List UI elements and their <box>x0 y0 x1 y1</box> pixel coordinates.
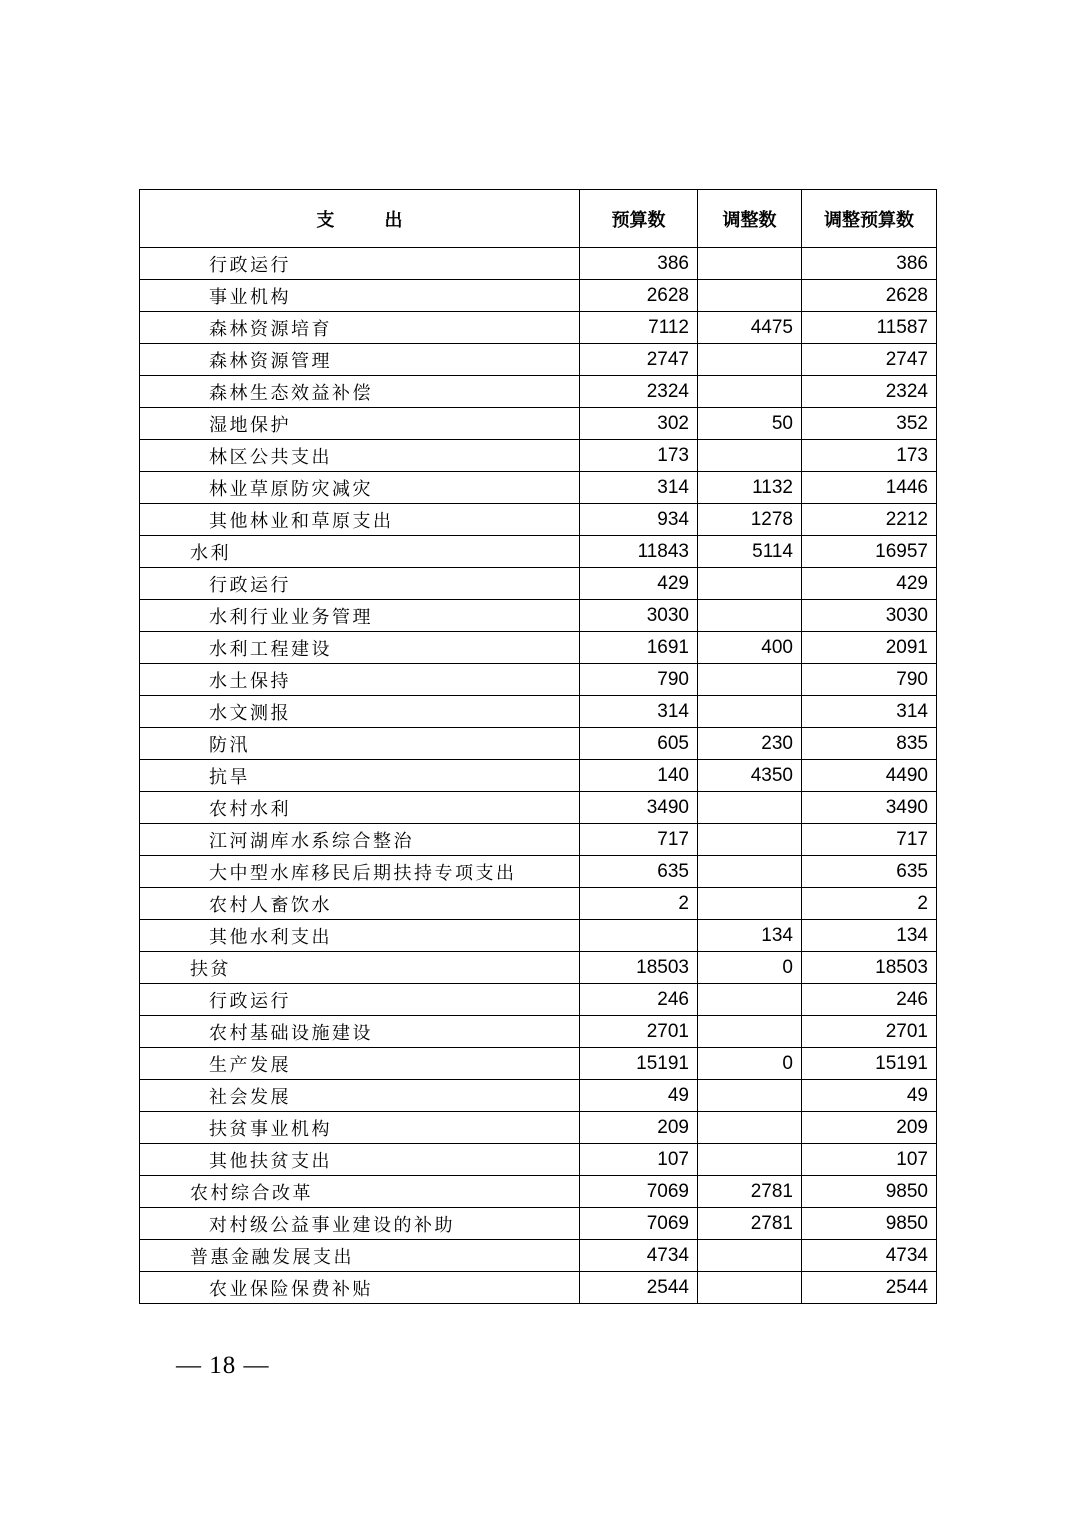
table-row <box>140 1208 937 1240</box>
row-budget-value: 2 <box>580 888 698 920</box>
row-adjustment-value: 0 <box>698 952 802 984</box>
row-adjusted-budget-value: 209 <box>802 1112 937 1144</box>
row-adjustment-value: 2781 <box>698 1208 802 1240</box>
row-budget-value: 3490 <box>580 792 698 824</box>
row-adjusted-budget-value: 16957 <box>802 536 937 568</box>
row-adjustment-value: 50 <box>698 408 802 440</box>
row-adjusted-budget-value: 107 <box>802 1144 937 1176</box>
row-budget-value: 2324 <box>580 376 698 408</box>
table-header <box>140 190 937 248</box>
row-expenditure-name: 行政运行 <box>140 984 580 1016</box>
row-budget-value: 246 <box>580 984 698 1016</box>
row-budget-value: 173 <box>580 440 698 472</box>
table-row <box>140 792 937 824</box>
row-adjusted-budget-value: 9850 <box>802 1176 937 1208</box>
table-row <box>140 280 937 312</box>
row-adjusted-budget-value: 635 <box>802 856 937 888</box>
row-expenditure-name: 对村级公益事业建设的补助 <box>140 1208 580 1240</box>
row-expenditure-name: 防汛 <box>140 728 580 760</box>
table-row <box>140 888 937 920</box>
table-row <box>140 472 937 504</box>
row-expenditure-name: 农业保险保费补贴 <box>140 1272 580 1304</box>
row-budget-value: 302 <box>580 408 698 440</box>
row-expenditure-name: 扶贫 <box>140 952 580 984</box>
row-budget-value: 7069 <box>580 1208 698 1240</box>
row-expenditure-name: 事业机构 <box>140 280 580 312</box>
row-adjustment-value <box>698 600 802 632</box>
table-row <box>140 1240 937 1272</box>
row-budget-value: 209 <box>580 1112 698 1144</box>
row-expenditure-name: 生产发展 <box>140 1048 580 1080</box>
row-expenditure-name: 江河湖库水系综合整治 <box>140 824 580 856</box>
row-adjusted-budget-value: 4490 <box>802 760 937 792</box>
row-expenditure-name: 农村基础设施建设 <box>140 1016 580 1048</box>
row-adjusted-budget-value: 3490 <box>802 792 937 824</box>
row-budget-value: 605 <box>580 728 698 760</box>
row-budget-value: 3030 <box>580 600 698 632</box>
row-adjusted-budget-value: 2628 <box>802 280 937 312</box>
row-adjusted-budget-value: 429 <box>802 568 937 600</box>
row-adjustment-value: 4350 <box>698 760 802 792</box>
row-adjusted-budget-value: 2747 <box>802 344 937 376</box>
table-row <box>140 1144 937 1176</box>
table-row <box>140 856 937 888</box>
table-row <box>140 952 937 984</box>
row-adjustment-value <box>698 664 802 696</box>
row-budget-value: 2628 <box>580 280 698 312</box>
row-budget-value: 386 <box>580 248 698 280</box>
table-row <box>140 1272 937 1304</box>
row-adjustment-value: 5114 <box>698 536 802 568</box>
row-adjustment-value <box>698 248 802 280</box>
row-expenditure-name: 抗旱 <box>140 760 580 792</box>
row-expenditure-name: 水利 <box>140 536 580 568</box>
row-expenditure-name: 行政运行 <box>140 248 580 280</box>
row-expenditure-name: 水文测报 <box>140 696 580 728</box>
row-adjustment-value <box>698 1112 802 1144</box>
row-adjustment-value <box>698 1272 802 1304</box>
row-adjusted-budget-value: 717 <box>802 824 937 856</box>
row-adjustment-value <box>698 1144 802 1176</box>
row-expenditure-name: 森林资源培育 <box>140 312 580 344</box>
row-expenditure-name: 林区公共支出 <box>140 440 580 472</box>
table-row <box>140 408 937 440</box>
row-adjusted-budget-value: 246 <box>802 984 937 1016</box>
row-adjustment-value <box>698 440 802 472</box>
row-adjusted-budget-value: 1446 <box>802 472 937 504</box>
row-expenditure-name: 农村人畜饮水 <box>140 888 580 920</box>
row-budget-value: 2747 <box>580 344 698 376</box>
row-adjusted-budget-value: 49 <box>802 1080 937 1112</box>
row-adjusted-budget-value: 2091 <box>802 632 937 664</box>
row-adjusted-budget-value: 4734 <box>802 1240 937 1272</box>
row-adjusted-budget-value: 352 <box>802 408 937 440</box>
table-row <box>140 312 937 344</box>
row-adjusted-budget-value: 2544 <box>802 1272 937 1304</box>
table-row <box>140 248 937 280</box>
row-budget-value <box>580 920 698 952</box>
header-budget: 预算数 <box>580 190 698 248</box>
table-row <box>140 440 937 472</box>
row-adjustment-value <box>698 280 802 312</box>
row-adjustment-value <box>698 568 802 600</box>
row-adjustment-value <box>698 792 802 824</box>
row-budget-value: 4734 <box>580 1240 698 1272</box>
table-row <box>140 728 937 760</box>
header-expenditure: 支 出 <box>140 190 580 248</box>
row-budget-value: 934 <box>580 504 698 536</box>
row-adjustment-value <box>698 856 802 888</box>
row-budget-value: 7112 <box>580 312 698 344</box>
row-expenditure-name: 大中型水库移民后期扶持专项支出 <box>140 856 580 888</box>
row-expenditure-name: 其他林业和草原支出 <box>140 504 580 536</box>
row-adjusted-budget-value: 835 <box>802 728 937 760</box>
row-expenditure-name: 扶贫事业机构 <box>140 1112 580 1144</box>
budget-table <box>139 189 937 1304</box>
row-budget-value: 140 <box>580 760 698 792</box>
row-budget-value: 2544 <box>580 1272 698 1304</box>
row-adjusted-budget-value: 790 <box>802 664 937 696</box>
row-adjusted-budget-value: 2701 <box>802 1016 937 1048</box>
row-expenditure-name: 农村水利 <box>140 792 580 824</box>
table-row <box>140 760 937 792</box>
row-expenditure-name: 森林生态效益补偿 <box>140 376 580 408</box>
row-adjustment-value <box>698 376 802 408</box>
row-expenditure-name: 社会发展 <box>140 1080 580 1112</box>
row-expenditure-name: 水利行业业务管理 <box>140 600 580 632</box>
table-row <box>140 1176 937 1208</box>
row-adjustment-value: 1132 <box>698 472 802 504</box>
row-expenditure-name: 农村综合改革 <box>140 1176 580 1208</box>
row-adjustment-value: 2781 <box>698 1176 802 1208</box>
row-expenditure-name: 普惠金融发展支出 <box>140 1240 580 1272</box>
row-expenditure-name: 行政运行 <box>140 568 580 600</box>
row-adjusted-budget-value: 386 <box>802 248 937 280</box>
row-adjusted-budget-value: 15191 <box>802 1048 937 1080</box>
row-adjustment-value <box>698 1016 802 1048</box>
row-adjusted-budget-value: 2324 <box>802 376 937 408</box>
row-budget-value: 790 <box>580 664 698 696</box>
row-budget-value: 2701 <box>580 1016 698 1048</box>
row-adjustment-value: 4475 <box>698 312 802 344</box>
row-expenditure-name: 水利工程建设 <box>140 632 580 664</box>
row-budget-value: 314 <box>580 472 698 504</box>
table-row <box>140 1112 937 1144</box>
row-adjusted-budget-value: 314 <box>802 696 937 728</box>
header-row <box>140 190 937 248</box>
row-budget-value: 18503 <box>580 952 698 984</box>
row-adjustment-value: 400 <box>698 632 802 664</box>
row-expenditure-name: 其他水利支出 <box>140 920 580 952</box>
table-row <box>140 1016 937 1048</box>
table-body <box>140 248 937 1304</box>
row-budget-value: 107 <box>580 1144 698 1176</box>
table-row <box>140 824 937 856</box>
page-number: — 18 — <box>176 1352 270 1379</box>
table-row <box>140 632 937 664</box>
row-adjustment-value <box>698 824 802 856</box>
row-adjusted-budget-value: 9850 <box>802 1208 937 1240</box>
row-adjustment-value <box>698 696 802 728</box>
header-adjusted-budget: 调整预算数 <box>802 190 937 248</box>
table-row <box>140 920 937 952</box>
row-adjusted-budget-value: 18503 <box>802 952 937 984</box>
row-adjustment-value <box>698 888 802 920</box>
table-row <box>140 568 937 600</box>
row-adjusted-budget-value: 173 <box>802 440 937 472</box>
row-adjustment-value <box>698 1080 802 1112</box>
row-adjusted-budget-value: 2 <box>802 888 937 920</box>
row-adjustment-value: 0 <box>698 1048 802 1080</box>
row-budget-value: 49 <box>580 1080 698 1112</box>
row-expenditure-name: 林业草原防灾减灾 <box>140 472 580 504</box>
row-adjustment-value <box>698 984 802 1016</box>
row-budget-value: 1691 <box>580 632 698 664</box>
row-budget-value: 717 <box>580 824 698 856</box>
row-budget-value: 635 <box>580 856 698 888</box>
table-row <box>140 600 937 632</box>
table-row <box>140 696 937 728</box>
row-adjustment-value: 134 <box>698 920 802 952</box>
row-expenditure-name: 森林资源管理 <box>140 344 580 376</box>
table-row <box>140 1080 937 1112</box>
row-budget-value: 7069 <box>580 1176 698 1208</box>
row-budget-value: 314 <box>580 696 698 728</box>
row-adjusted-budget-value: 3030 <box>802 600 937 632</box>
table-row <box>140 536 937 568</box>
row-adjustment-value <box>698 1240 802 1272</box>
table-row <box>140 664 937 696</box>
row-adjustment-value: 230 <box>698 728 802 760</box>
row-adjusted-budget-value: 134 <box>802 920 937 952</box>
row-budget-value: 11843 <box>580 536 698 568</box>
table-row <box>140 1048 937 1080</box>
row-adjusted-budget-value: 2212 <box>802 504 937 536</box>
row-expenditure-name: 水土保持 <box>140 664 580 696</box>
row-adjustment-value <box>698 344 802 376</box>
row-budget-value: 15191 <box>580 1048 698 1080</box>
table-row <box>140 344 937 376</box>
row-expenditure-name: 湿地保护 <box>140 408 580 440</box>
table-row <box>140 504 937 536</box>
row-expenditure-name: 其他扶贫支出 <box>140 1144 580 1176</box>
table-row <box>140 376 937 408</box>
row-adjustment-value: 1278 <box>698 504 802 536</box>
row-budget-value: 429 <box>580 568 698 600</box>
header-adjustment: 调整数 <box>698 190 802 248</box>
table-row <box>140 984 937 1016</box>
row-adjusted-budget-value: 11587 <box>802 312 937 344</box>
